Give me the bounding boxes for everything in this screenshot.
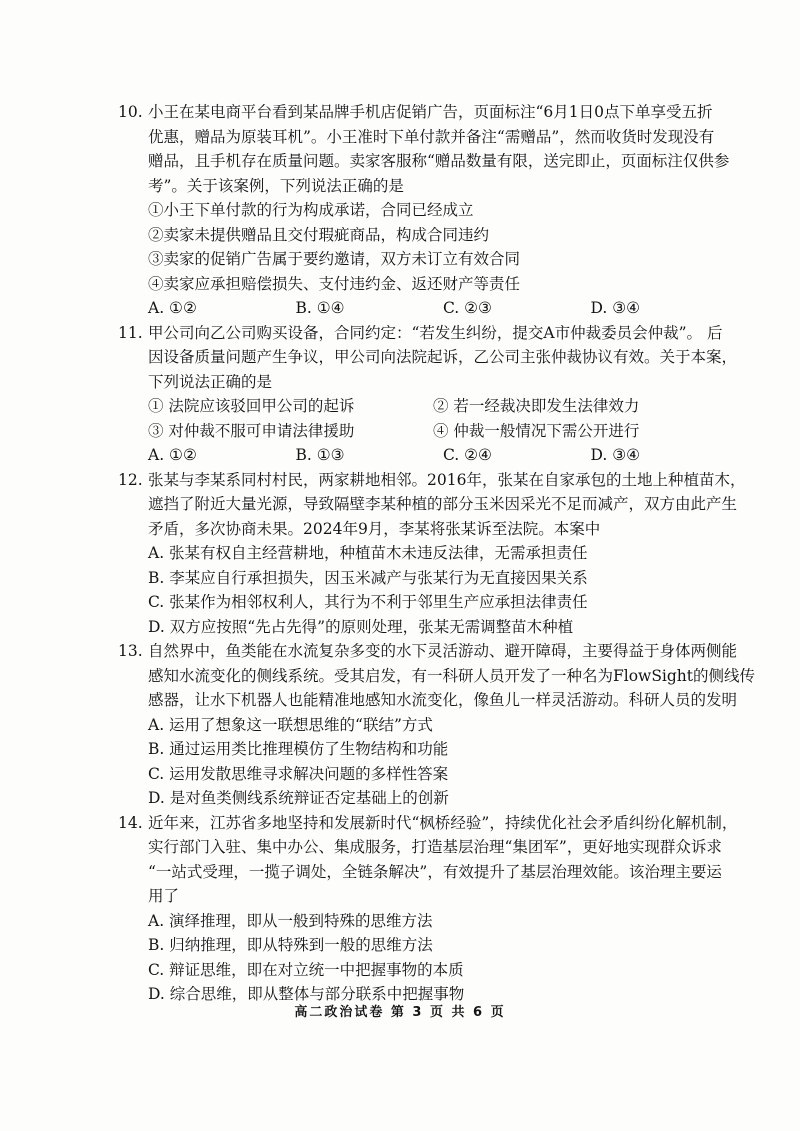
- question-stem-line: 因设备质量问题产生争议，甲公司向法院起诉，乙公司主张仲裁协议有效。关于本案，: [148, 348, 738, 366]
- question-stem-line: 用了: [148, 887, 180, 905]
- statement-4: ④ 仲裁一般情况下需公开进行: [433, 421, 640, 440]
- question-stem-line: 11. 甲公司向乙公司购买设备，合同约定：“若发生纠纷，提交A市仲裁委员会仲裁”。 后: [118, 321, 738, 346]
- choice-d: D. 是对鱼类侧线系统辩证否定基础上的创新: [148, 789, 449, 807]
- question-stem-line: 感知水流变化的侧线系统。受其启发，有一科研人员开发了一种名为FlowSight的侧线传: [148, 666, 756, 685]
- question-stem-line: 12. 张某与李某系同村村民，两家耕地相邻。2016年，张某在自家承包的土地上种植苗木，: [118, 468, 738, 493]
- question-stem-line: 14. 近年来，江苏省多地坚持和发展新时代“枫桥经验”，持续优化社会矛盾纠纷化解机制，: [118, 811, 738, 836]
- question-stem-line: 感器，让水下机器人也能精准地感知水流变化，像鱼儿一样灵活游动。科研人员的发明: [148, 691, 738, 709]
- statement-1: ① 法院应该驳回甲公司的起诉: [148, 397, 355, 415]
- choice-b: B. 归纳推理，即从特殊到一般的思维方法: [148, 936, 433, 954]
- statement-row: [118, 419, 738, 444]
- choice-a: A. 运用了想象这一联想思维的“联结”方式: [148, 715, 433, 734]
- questions-container: [118, 100, 756, 1007]
- question-number: 10.: [118, 103, 143, 121]
- question-stem-line: 实行部门入驻、集中办公、集成服务，打造基层治理“集团军”，更好地实现群众诉求: [148, 838, 722, 856]
- question-number: 12.: [118, 470, 143, 489]
- question-stem-line: 优惠，赠品为原装耳机”。小王准时下单付款并备注“需赠品”，然而收货时发现没有: [148, 127, 715, 146]
- option-b: B. ①③: [295, 446, 345, 464]
- question-stem-line: 13. 自然界中，鱼类能在水流复杂多变的水下灵活游动、避开障碍，主要得益于身体两侧能: [118, 639, 738, 664]
- choice-b: B. 李某应自行承担损失，因玉米减产与张某行为无直接因果关系: [148, 568, 588, 587]
- option-a: A. ①②: [148, 299, 197, 317]
- question-stem-line: 遮挡了附近大量光源，导致隔壁李某种植的部分玉米因采光不足而减产，双方由此产生: [148, 495, 738, 513]
- option-d: D. ③④: [590, 446, 641, 464]
- answer-options: [118, 296, 738, 321]
- choice-b: B. 通过运用类比推理模仿了生物结构和功能: [148, 740, 449, 758]
- question-stem-line: 下列说法正确的是: [148, 372, 273, 391]
- option-d: D. ③④: [590, 299, 641, 317]
- question-stem-line: 10. 小王在某电商平台看到某品牌手机店促销广告，页面标注“6月1日0点下单享受五折: [118, 100, 738, 125]
- statement-2: ② 若一经裁决即发生法律效力: [433, 397, 640, 415]
- statement-2: ②卖家未提供赠品且交付瑕疵商品，构成合同违约: [148, 225, 490, 244]
- page-footer: 高二政治试卷 第 3 页 共 6 页: [294, 1005, 506, 1020]
- choice-a: A. 张某有权自主经营耕地，种植苗木未违反法律，无需承担责任: [148, 544, 588, 562]
- statement-row: [118, 394, 738, 419]
- question-stem-line: 矛盾，多次协商未果。2024年9月，李某将张某诉至法院。本案中: [148, 519, 601, 538]
- question-14: [118, 811, 738, 1007]
- question-stem-line: 赠品，且手机存在质量问题。卖家客服称“赠品数量有限，送完即止，页面标注仅供参: [148, 152, 730, 170]
- statement-1: ①小王下单付款的行为构成承诺，合同已经成立: [148, 201, 474, 219]
- question-stem-line: “一站式受理，一揽子调处，全链条解决”，有效提升了基层治理效能。该治理主要运: [148, 862, 722, 881]
- option-b: B. ①④: [295, 299, 345, 317]
- choice-d: D. 综合思维，即从整体与部分联系中把握事物: [148, 985, 465, 1003]
- statement-4: ④卖家应承担赔偿损失、支付违约金、返还财产等责任: [148, 274, 521, 293]
- choice-c: C. 张某作为相邻权利人，其行为不利于邻里生产应承担法律责任: [148, 593, 588, 611]
- question-11: [118, 321, 738, 468]
- choice-c: C. 辩证思维，即在对立统一中把握事物的本质: [148, 960, 464, 979]
- choice-d: D. 双方应按照“先占先得”的原则处理，张某无需调整苗木种植: [148, 617, 574, 636]
- option-c: C. ②③: [443, 299, 492, 317]
- option-c: C. ②④: [443, 446, 492, 464]
- statement-3: ③ 对仲裁不服可申请法律援助: [148, 421, 355, 440]
- choice-c: C. 运用发散思维寻求解决问题的多样性答案: [148, 764, 449, 783]
- question-number: 11.: [118, 323, 143, 342]
- question-12: [118, 468, 746, 640]
- statement-3: ③卖家的促销广告属于要约邀请，双方未订立有效合同: [148, 250, 521, 268]
- question-stem-line: 考”。关于该案例，下列说法正确的是: [148, 176, 404, 195]
- answer-options: [118, 443, 738, 468]
- question-number: 14.: [118, 813, 143, 832]
- question-13: [118, 639, 756, 811]
- question-number: 13.: [118, 642, 143, 660]
- choice-a: A. 演绎推理，即从一般到特殊的思维方法: [148, 911, 433, 930]
- question-10: [118, 100, 738, 321]
- option-a: A. ①②: [148, 446, 197, 464]
